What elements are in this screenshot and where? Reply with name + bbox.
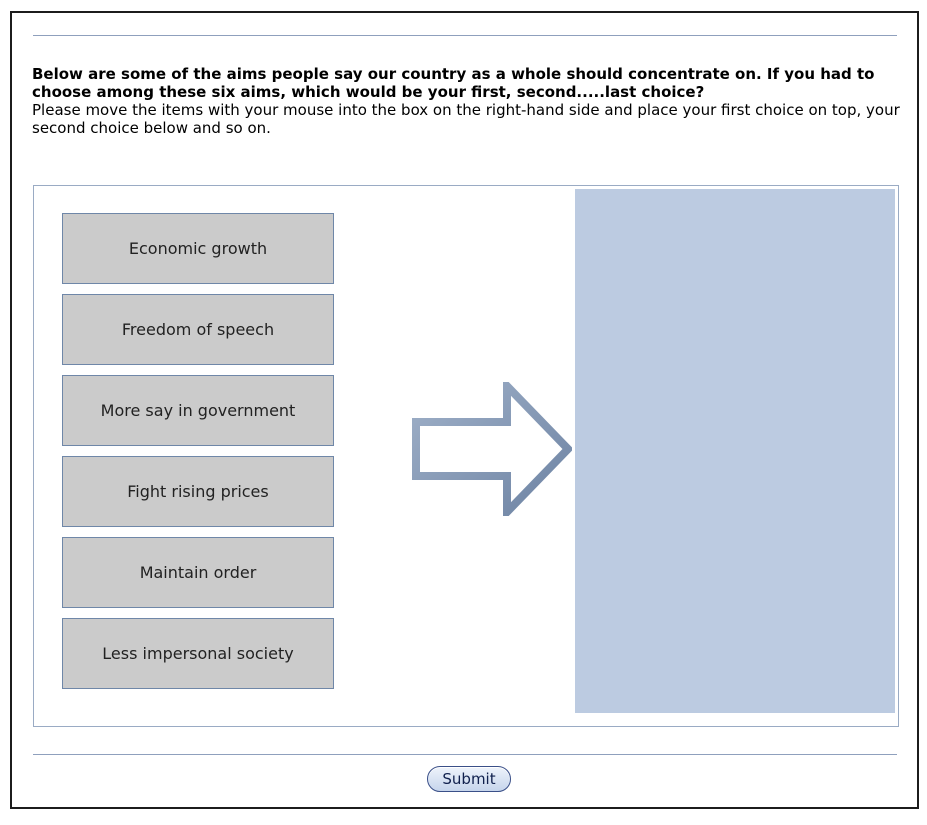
- draggable-item-less-impersonal-society[interactable]: Less impersonal society: [62, 618, 334, 689]
- ranking-drop-box[interactable]: [575, 189, 895, 713]
- top-divider: [33, 35, 897, 36]
- draggable-item-freedom-of-speech[interactable]: Freedom of speech: [62, 294, 334, 365]
- question-instruction: Please move the items with your mouse into the box on the right-hand side and place your first choice on top, your second choice below and so on.: [32, 101, 900, 137]
- draggable-item-more-say-in-government[interactable]: More say in government: [62, 375, 334, 446]
- draggable-item-fight-rising-prices[interactable]: Fight rising prices: [62, 456, 334, 527]
- question-text: [32, 65, 902, 137]
- submit-button[interactable]: Submit: [427, 766, 511, 792]
- survey-frame: [10, 11, 919, 809]
- question-prompt: Below are some of the aims people say our country as a whole should concentrate on. If you had to choose among these six aims, which would be your first, second.....last choice?: [32, 65, 875, 101]
- draggable-item-maintain-order[interactable]: Maintain order: [62, 537, 334, 608]
- bottom-divider: [33, 754, 897, 755]
- ranking-task-area: [33, 185, 899, 727]
- right-arrow-icon: [412, 382, 572, 516]
- draggable-item-economic-growth[interactable]: Economic growth: [62, 213, 334, 284]
